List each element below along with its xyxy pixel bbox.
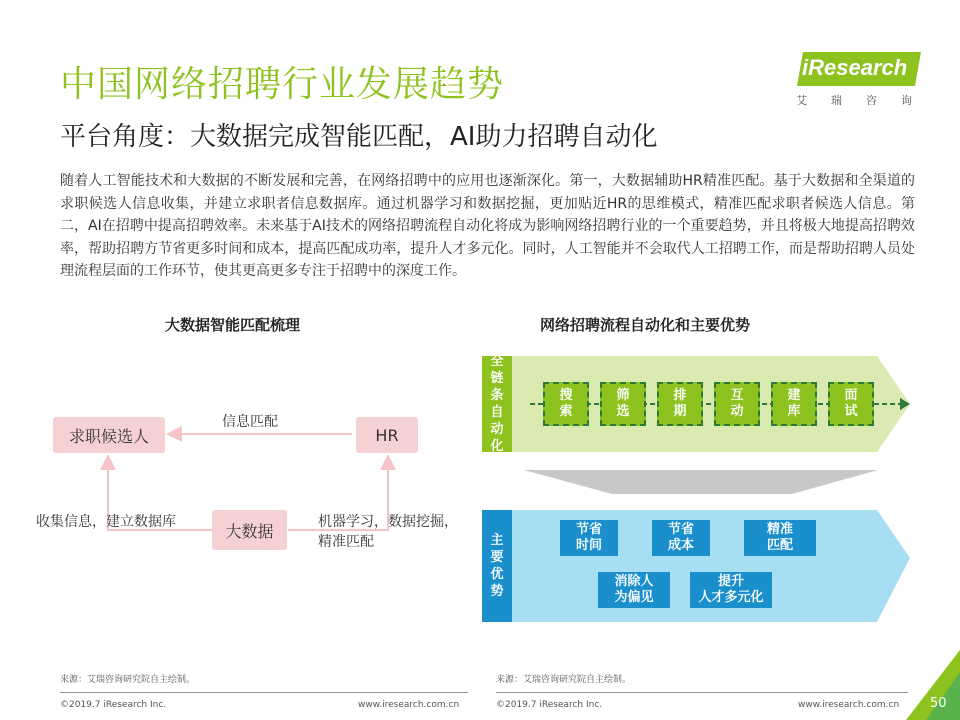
step-interview: 面 试 bbox=[828, 382, 874, 426]
footer-divider-left bbox=[60, 692, 468, 693]
logo-cn-text: 艾瑞咨询 bbox=[796, 94, 936, 107]
logo-text: iResearch bbox=[802, 55, 908, 80]
node-hr: HR bbox=[356, 417, 418, 453]
source-right: 来源：艾瑞咨询研究院自主绘制。 bbox=[496, 675, 632, 685]
right-diagram-heading: 网络招聘流程自动化和主要优势 bbox=[540, 316, 751, 334]
label-collect: 收集信息，建立数据库 bbox=[36, 514, 176, 530]
adv-diversity: 提升 人才多元化 bbox=[690, 572, 772, 608]
step-schedule: 排 期 bbox=[657, 382, 703, 426]
copyright-left: ©2019.7 iResearch Inc. bbox=[60, 700, 167, 710]
adv-save-cost: 节省 成本 bbox=[652, 520, 710, 556]
step-screen: 筛 选 bbox=[600, 382, 646, 426]
source-left: 来源：艾瑞咨询研究院自主绘制。 bbox=[60, 675, 196, 685]
iresearch-logo bbox=[790, 52, 936, 112]
intro-paragraph: 随着人工智能技术和大数据的不断发展和完善，在网络招聘中的应用也逐渐深化。第一，大数据辅助HR精准匹配。基于大数据和全渠道的求职候选人信息收集，并建立求职者信息数据库。通过机器学习和数据挖掘，更加贴近HR的思维模式，精准匹配求职者候选人信息。第二，AI在招聘中提高招聘效率。未来基于AI技术的网络招聘流程自动化将成为影响网络招聘行业的一个重要趋势，并且将极大地提高招聘效率，帮助招聘方节省更多时间和成本，提高匹配成功率，提升人才多元化。同时，人工智能并不会取代人工招聘工作，而是帮助招聘人员处理流程层面的工作环节，使其更高更多专注于招聘中的深度工作。 bbox=[60, 173, 915, 280]
adv-precise-match: 精准 匹配 bbox=[744, 520, 816, 556]
copyright-right: ©2019.7 iResearch Inc. bbox=[496, 700, 603, 710]
left-diagram-heading: 大数据智能匹配梳理 bbox=[165, 316, 301, 334]
page-subtitle: 平台角度：大数据完成智能匹配，AI助力招聘自动化 bbox=[60, 122, 658, 152]
node-candidate: 求职候选人 bbox=[53, 417, 165, 453]
advantage-label: 主 要 优 势 bbox=[490, 533, 504, 599]
url-left: www.iresearch.com.cn bbox=[358, 700, 460, 710]
label-match: 信息匹配 bbox=[222, 414, 278, 430]
page-title: 中国网络招聘行业发展趋势 bbox=[60, 64, 505, 105]
label-ml: 机器学习，数据挖掘，精准匹配 bbox=[318, 514, 458, 550]
funnel-shape bbox=[524, 470, 878, 494]
footer-divider-right bbox=[496, 692, 908, 693]
node-bigdata: 大数据 bbox=[212, 510, 287, 550]
step-search: 搜 索 bbox=[543, 382, 589, 426]
url-right: www.iresearch.com.cn bbox=[798, 700, 900, 710]
page-number: 50 bbox=[930, 696, 947, 711]
step-interact: 互 动 bbox=[714, 382, 760, 426]
adv-remove-bias: 消除人 为偏见 bbox=[598, 572, 670, 608]
step-database: 建 库 bbox=[771, 382, 817, 426]
chain-label: 全 链 条 自 动 化 bbox=[490, 354, 504, 454]
adv-save-time: 节省 时间 bbox=[560, 520, 618, 556]
